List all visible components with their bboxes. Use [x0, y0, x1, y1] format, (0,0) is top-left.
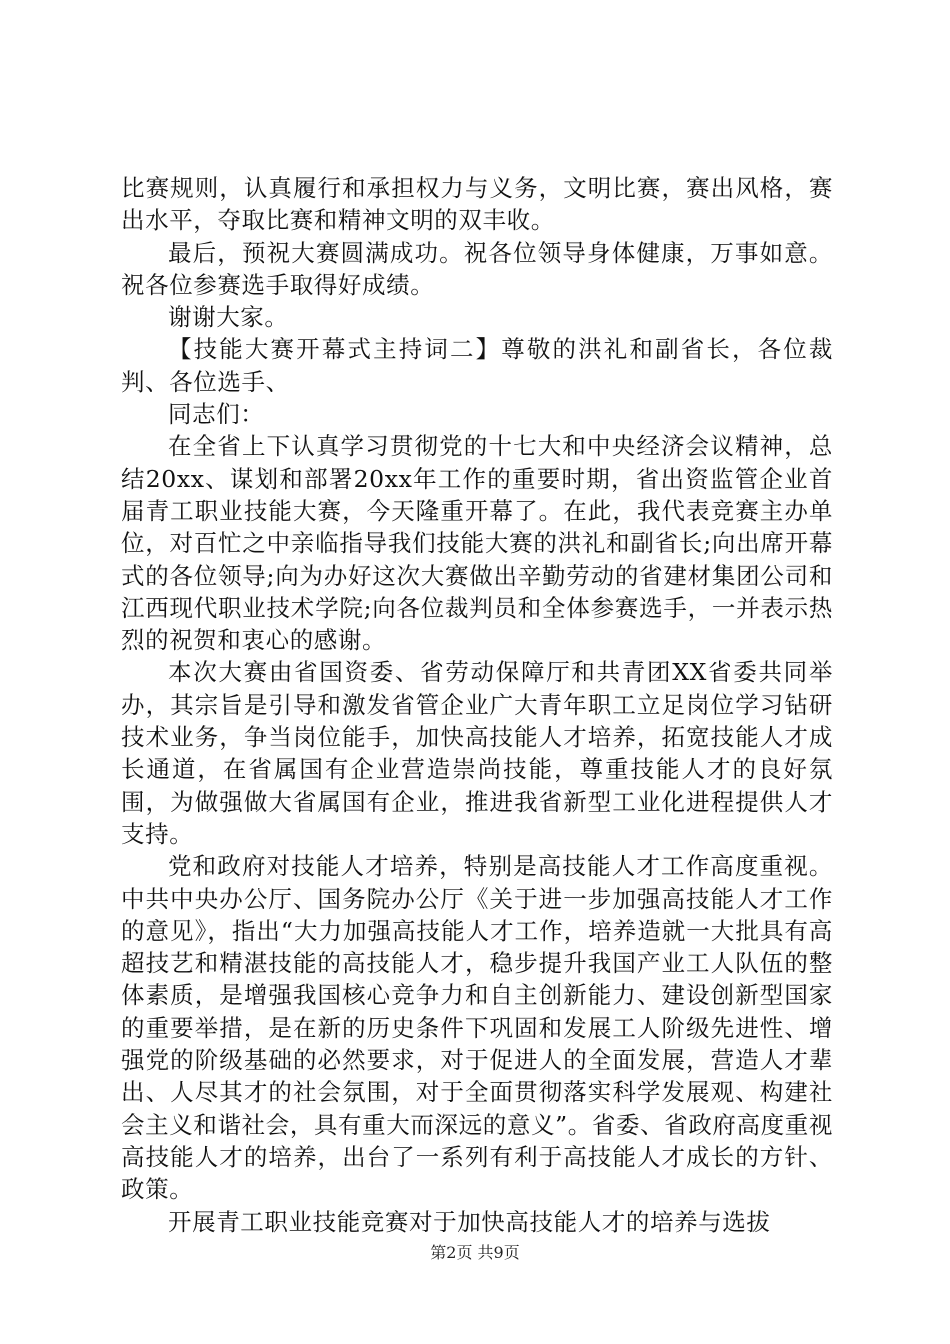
paragraph-6: 在全省上下认真学习贯彻党的十七大和中央经济会议精神，总结20xx、谋划和部署20xx年工作的重要时期，省出资监管企业首届青工职业技能大赛，今天隆重开幕了。在此，我代表竞赛主办单位，对百忙之中亲临指导我们技能大赛的洪礼和副省长;向出席开幕式的各位领导;向为办好这次大赛做出辛勤劳动的省建材集团公司和江西现代职业技术学院;向各位裁判员和全体参赛选手，一并表示热烈的祝贺和衷心的感谢。: [121, 432, 833, 655]
paragraph-7: 本次大赛由省国资委、省劳动保障厅和共青团XX省委共同举办，其宗旨是引导和激发省管企业广大青年职工立足岗位学习钻研技术业务，争当岗位能手，加快高技能人才培养，拓宽技能人才成长通道，在省属国有企业营造崇尚技能，尊重技能人才的良好氛围，为做强做大省属国有企业，推进我省新型工业化进程提供人才支持。: [121, 658, 833, 848]
paragraph-3: 谢谢大家。: [168, 303, 289, 332]
page-footer: 第2页 共9页: [430, 1243, 520, 1262]
document-body: [121, 172, 833, 1238]
paragraph-1: 比赛规则，认真履行和承担权力与义务，文明比赛，赛出风格，赛出水平，夺取比赛和精神文明的双丰收。: [121, 174, 833, 235]
paragraph-2: 最后，预祝大赛圆满成功。祝各位领导身体健康，万事如意。祝各位参赛选手取得好成绩。: [121, 238, 833, 299]
paragraph-4: 【技能大赛开幕式主持词二】尊敬的洪礼和副省长，各位裁判、各位选手、: [121, 335, 833, 396]
paragraph-8: 党和政府对技能人才培养，特别是高技能人才工作高度重视。中共中央办公厅、国务院办公厅《关于进一步加强高技能人才工作的意见》，指出“大力加强高技能人才工作，培养造就一大批具有高超技艺和精湛技能的高技能人才，稳步提升我国产业工人队伍的整体素质，是增强我国核心竞争力和自主创新能力、建设创新型国家的重要举措，是在新的历史条件下巩固和发展工人阶级先进性、增强党的阶级基础的必然要求，对于促进人的全面发展，营造人才辈出、人尽其才的社会氛围，对于全面贯彻落实科学发展观、构建社会主义和谐社会，具有重大而深远的意义”。省委、省政府高度重视高技能人才的培养，出台了一系列有利于高技能人才成长的方针、政策。: [121, 852, 833, 1204]
paragraph-9: 开展青工职业技能竞赛对于加快高技能人才的培养与选拔: [168, 1207, 771, 1236]
paragraph-5: 同志们：: [168, 400, 265, 429]
